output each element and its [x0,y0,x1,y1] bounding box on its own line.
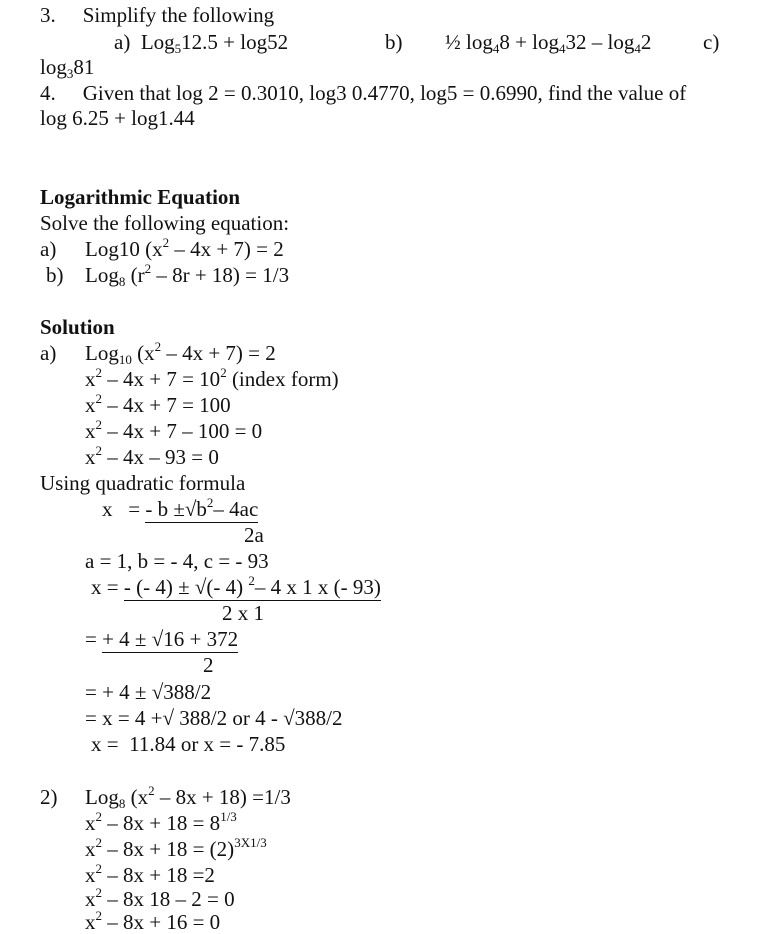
expr-text: 32 – log [565,30,635,54]
question-4-expression [40,106,195,130]
subscript: 4 [634,41,641,56]
question-3-part-c-expr [40,55,94,79]
question-title: Simplify the following [82,3,275,27]
equation-b-expr [85,263,289,287]
expr-text: x [85,863,96,887]
step-1: = + 4 ± √388/2 [85,680,212,704]
expr-text: – 4ac [213,497,259,521]
coefficients: a = 1, b = - 4, c = - 93 [85,549,269,573]
subscript: 4 [492,41,500,56]
simplification [85,627,238,651]
question-3-part-c-label [703,30,719,54]
superscript: 2 [220,365,227,380]
expr-text: x [85,393,96,417]
superscript: 2 [148,783,155,798]
step-2: = x = 4 +√ 388/2 or 4 - √388/2 [85,706,343,730]
equation-b [46,263,64,287]
superscript: 2 [95,885,102,900]
expr-text: 81 [73,55,95,79]
solution-2-line-6 [85,910,220,934]
expr-text: x [85,837,96,861]
expr-text: - (- 4) ± √(- 4) [123,575,249,599]
expr-text: x [85,367,96,391]
expr-text: – 8r + 18) = 1/3 [151,263,290,287]
expr-text: Log [85,341,119,365]
solution-a-label: a) [40,341,57,365]
superscript: 2 [95,365,102,380]
question-number: 4. [40,81,56,105]
expr-text: ½ log [445,30,493,54]
question-text: Given that log 2 = 0.3010, log3 0.4770, log5 = 0.6990, find the value of [82,81,687,105]
part-label: b) [46,263,64,287]
quadratic-intro: Using quadratic formula [40,471,246,495]
superscript: 2 [154,339,162,354]
expr-text: – 8x + 16 = 0 [102,910,221,934]
superscript: 2 [95,443,102,458]
expr-text: – 8x 18 – 2 = 0 [102,887,235,911]
expr-text: Log [85,785,119,809]
expr-text: – 4x + 7) = 2 [169,237,284,261]
solution-2-line-2 [85,811,237,835]
formula-denominator: 2a [244,523,264,547]
part-label: c) [703,30,720,54]
expr-text: x [85,445,96,469]
question-3-part-b-expr [445,30,651,54]
solution-2-line-5 [85,887,235,911]
subscript: 10 [118,352,132,367]
subscript: 5 [174,41,182,56]
expr-text: 8 + log [499,30,560,54]
expr-text: (x [125,785,149,809]
solution-line-3 [85,393,231,417]
solution-2-line-3 [85,837,267,861]
solution-line-5 [85,445,219,469]
equation-a [40,237,56,261]
solution-2-line-4 [85,863,215,887]
expr-text: Log10 (x [85,237,163,261]
solution-2-label: 2) [40,785,58,809]
superscript: 2 [95,417,102,432]
substitution [91,575,381,599]
expr-text: (index form) [226,367,339,391]
question-4-text [40,81,686,105]
expr-text: x [85,419,96,443]
question-3-part-a [114,30,288,54]
solution-line-1 [85,341,276,365]
part-label: b) [385,30,403,54]
superscript: 2 [95,391,102,406]
expr-text: – 8x + 18 =2 [102,863,215,887]
equation-a-expr [85,237,284,261]
subscript: 3 [66,66,74,81]
subscript: 4 [559,41,566,56]
fraction-numerator [145,497,258,523]
subscript: 8 [118,796,126,811]
subscript: 8 [118,274,126,289]
solution-line-2 [85,367,339,391]
superscript: 2 [144,261,152,276]
fraction-numerator: + 4 ± √16 + 372 [102,627,239,651]
expr-text: – 8x + 18 = (2) [102,837,235,861]
question-3-heading [40,3,274,27]
expr-text: (x [131,341,155,365]
quadratic-formula [102,497,258,521]
expr-text: – 4x + 7) = 2 [161,341,276,365]
expr-text: - b ±√b [145,497,207,521]
superscript: 3X1/3 [234,835,267,850]
final-result: x = 11.84 or x = - 7.85 [91,732,286,756]
superscript: 1/3 [220,809,237,824]
expr-text: (r [125,263,145,287]
expr-text: – 4x + 7 = 100 [102,393,231,417]
question-3-part-b [385,30,403,54]
expr-text: – 4x + 7 = 10 [102,367,221,391]
expr-text: – 8x + 18) =1/3 [154,785,291,809]
question-number: 3. [40,3,56,27]
section-heading: Logarithmic Equation [40,185,241,209]
superscript: 2 [95,835,102,850]
fraction-numerator [124,575,381,601]
expr-text: x = [91,575,124,599]
expr-text: 2 [640,30,652,54]
expr-text: x = [102,497,146,521]
superscript: 2 [95,861,102,876]
expr-text: = [85,627,103,651]
expr-text: x [85,811,96,835]
expr-text: – 4x – 93 = 0 [102,445,219,469]
part-label: a) [40,237,57,261]
superscript: 2 [95,809,102,824]
expr-text: – 4x + 7 – 100 = 0 [102,419,263,443]
expr-text: x [85,887,96,911]
superscript: 2 [95,908,102,923]
part-label: a) [114,30,131,54]
superscript: 2 [248,573,255,588]
expr-text: 12.5 + log52 [181,30,289,54]
superscript: 2 [206,495,214,510]
section-instruction: Solve the following equation: [40,211,290,235]
solution-line-4 [85,419,262,443]
solution-heading: Solution [40,315,115,339]
expr-text: log 6.25 + log1.44 [40,106,195,130]
solution-2-line-1 [85,785,291,809]
expr-text: Log [85,263,119,287]
expr-text: Log [140,30,175,54]
superscript: 2 [162,235,170,250]
substitution-denominator: 2 x 1 [222,601,264,625]
expr-text: x [85,910,96,934]
expr-text: log [40,55,67,79]
simplification-denominator: 2 [203,653,214,677]
expr-text: – 8x + 18 = 8 [102,811,221,835]
expr-text: – 4 x 1 x (- 93) [254,575,381,599]
